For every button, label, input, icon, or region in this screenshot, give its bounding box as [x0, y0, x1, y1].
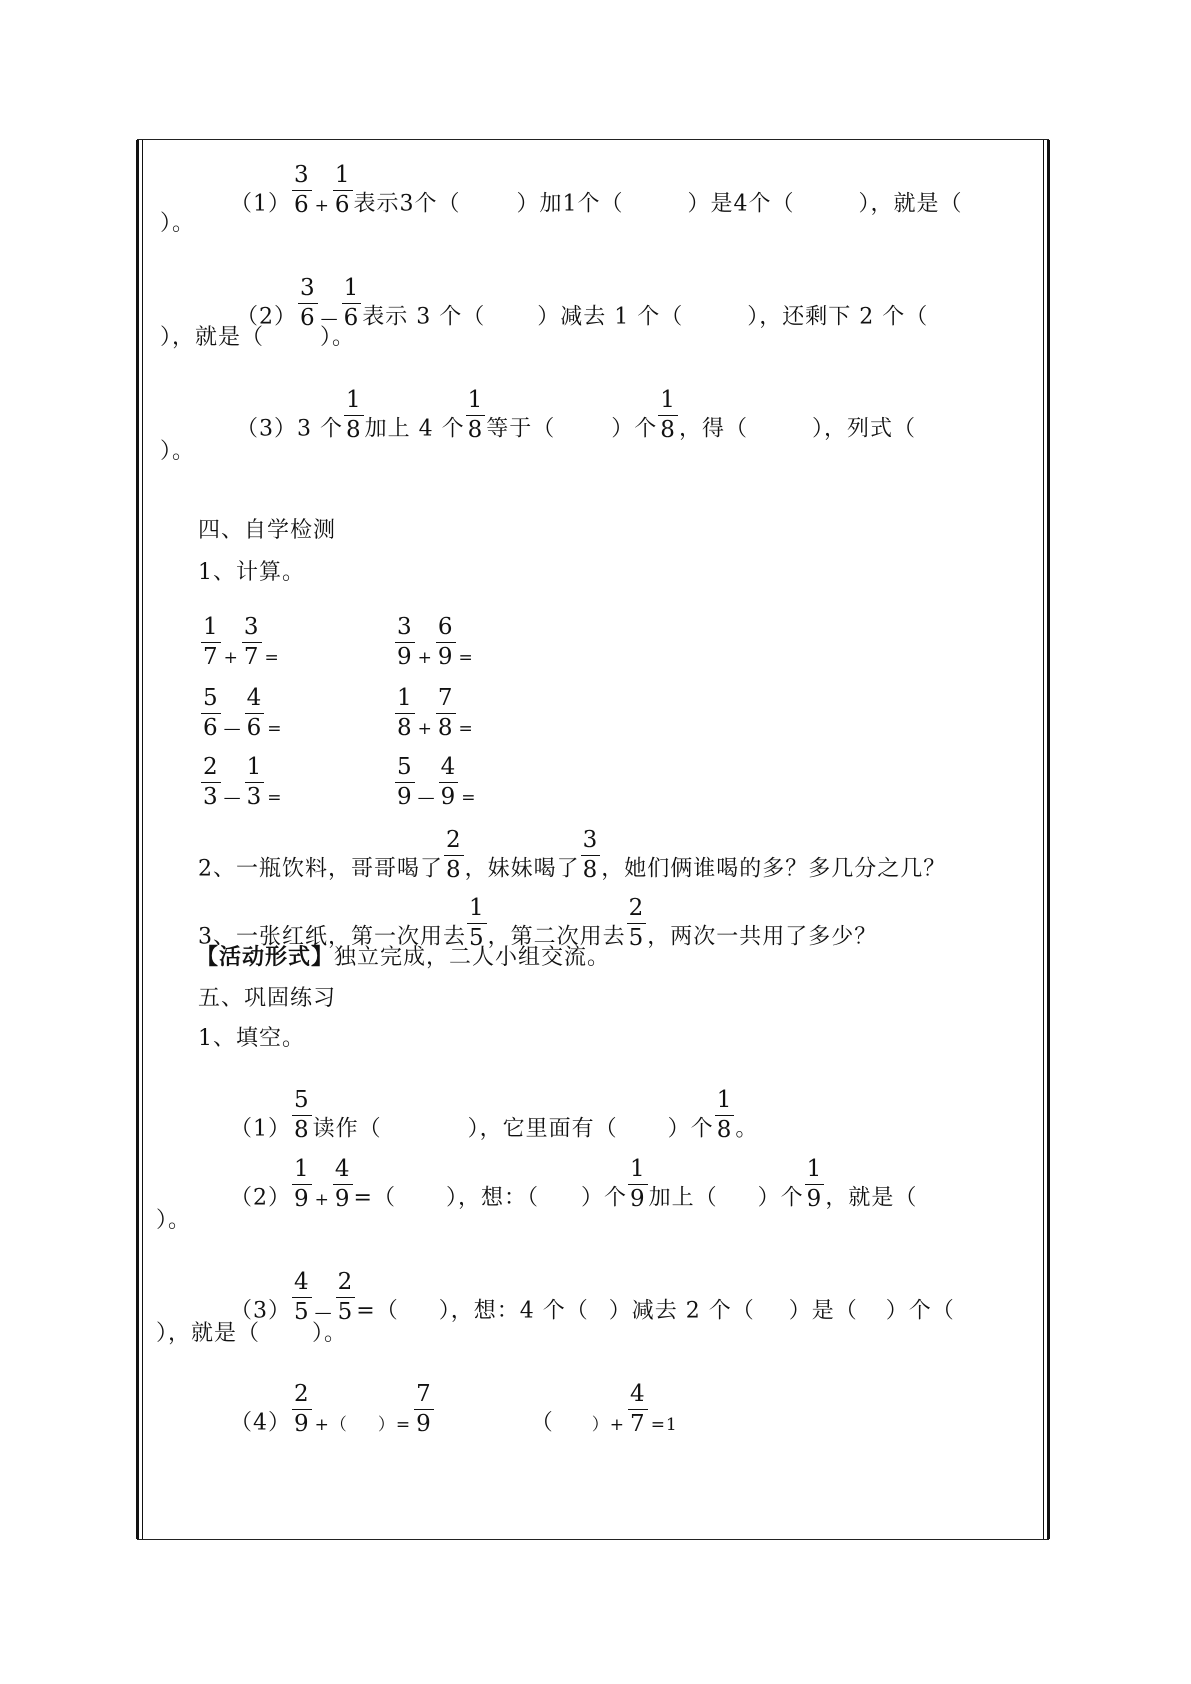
s3-question-2: （2） $\frac{3}{6}$ — $\frac{1}{6}$ 表示 3 个（ ）减去 1 个（ ），还剩下 2 个（ — [236, 275, 929, 331]
fill-4: （4） $\frac{2}{9}$ +（ ）= $\frac{7}{9}$ （ ）+ $\frac{4}{7}$ =1 — [230, 1381, 678, 1437]
calc-item: $\frac{2}{3}$ — $\frac{1}{3}$ = — [203, 754, 283, 810]
fraction: $\frac{3}{6}$ — [294, 162, 310, 218]
question-label: （2） — [236, 304, 297, 330]
section-5-title: 五、巩固练习 — [198, 986, 337, 1011]
question-label: （1） — [230, 191, 291, 217]
calc-item: $\frac{1}{8}$ + $\frac{7}{8}$ = — [397, 685, 474, 741]
fraction: $\frac{1}{8}$ — [467, 387, 484, 443]
fill-1: （1） $\frac{5}{8}$ 读作（ ），它里面有（ ）个 $\frac{1}{8}$ 。 — [230, 1087, 759, 1143]
border-right-thick — [1047, 140, 1050, 1539]
s3-question-3-tail: ）。 — [160, 439, 196, 464]
s4-q1-title: 1、计算。 — [198, 560, 305, 585]
s3-question-3: （3）3 个 $\frac{1}{8}$ 加上 4 个 $\frac{1}{8}$ 等于（ ）个 $\frac{1}{8}$ ，得（ ），列式（ — [236, 387, 916, 443]
s4-question-3: 3、一张红纸，第一次用去 $\frac{1}{5}$ ，第二次用去 $\frac{2}{5}$ ，两次一共用了多少？ — [198, 895, 878, 951]
border-left-thin — [142, 140, 143, 1539]
s4-question-2: 2、一瓶饮料，哥哥喝了 $\frac{2}{8}$ ，妹妹喝了 $\frac{3}{8}$ ，她们俩谁喝的多？多几分之几？ — [198, 827, 947, 883]
s3-question-2-tail: ），就是（ ）。 — [160, 325, 356, 350]
activity-note: 【活动形式】独立完成，二人小组交流。 — [196, 944, 611, 970]
fraction: $\frac{1}{8}$ — [660, 387, 676, 443]
calc-item: $\frac{1}{7}$ + $\frac{3}{7}$ = — [203, 614, 280, 670]
question-label: （3）3 个 — [236, 416, 343, 442]
fill-2: （2） $\frac{1}{9}$ + $\frac{4}{9}$ =（ ），想：（ ）个 $\frac{1}{9}$ 加上（ ）个 $\frac{1}{9}$ ，就是（ — [230, 1156, 918, 1212]
calc-item: $\frac{3}{9}$ + $\frac{6}{9}$ = — [397, 614, 474, 670]
s5-q1-title: 1、填空。 — [198, 1026, 305, 1051]
fraction: $\frac{1}{8}$ — [346, 387, 362, 443]
operator: — — [320, 308, 339, 329]
border-left-thick — [136, 140, 139, 1539]
calc-item: $\frac{5}{9}$ — $\frac{4}{9}$ = — [397, 754, 477, 810]
border-right-thin — [1043, 140, 1044, 1539]
fill-2-tail: ）。 — [156, 1208, 192, 1233]
operator: + — [314, 195, 330, 216]
fraction: $\frac{1}{6}$ — [343, 275, 360, 331]
s3-question-1-tail: ）。 — [160, 211, 196, 236]
s3-question-1: （1） $\frac{3}{6}$ + $\frac{1}{6}$ 表示3个（ ）加1个（ ）是4个（ ），就是（ — [230, 162, 963, 218]
fraction: $\frac{1}{6}$ — [334, 162, 351, 218]
fraction: $\frac{3}{6}$ — [300, 275, 316, 331]
fill-3: （3） $\frac{4}{5}$ — $\frac{2}{5}$ =（ ），想：4 个（ ）减去 2 个（ ）是（ ）个（ — [230, 1269, 955, 1325]
fill-3-tail: ），就是（ ）。 — [156, 1321, 348, 1346]
section-4-title: 四、自学检测 — [198, 518, 337, 543]
calc-item: $\frac{5}{6}$ — $\frac{4}{6}$ = — [203, 685, 283, 741]
